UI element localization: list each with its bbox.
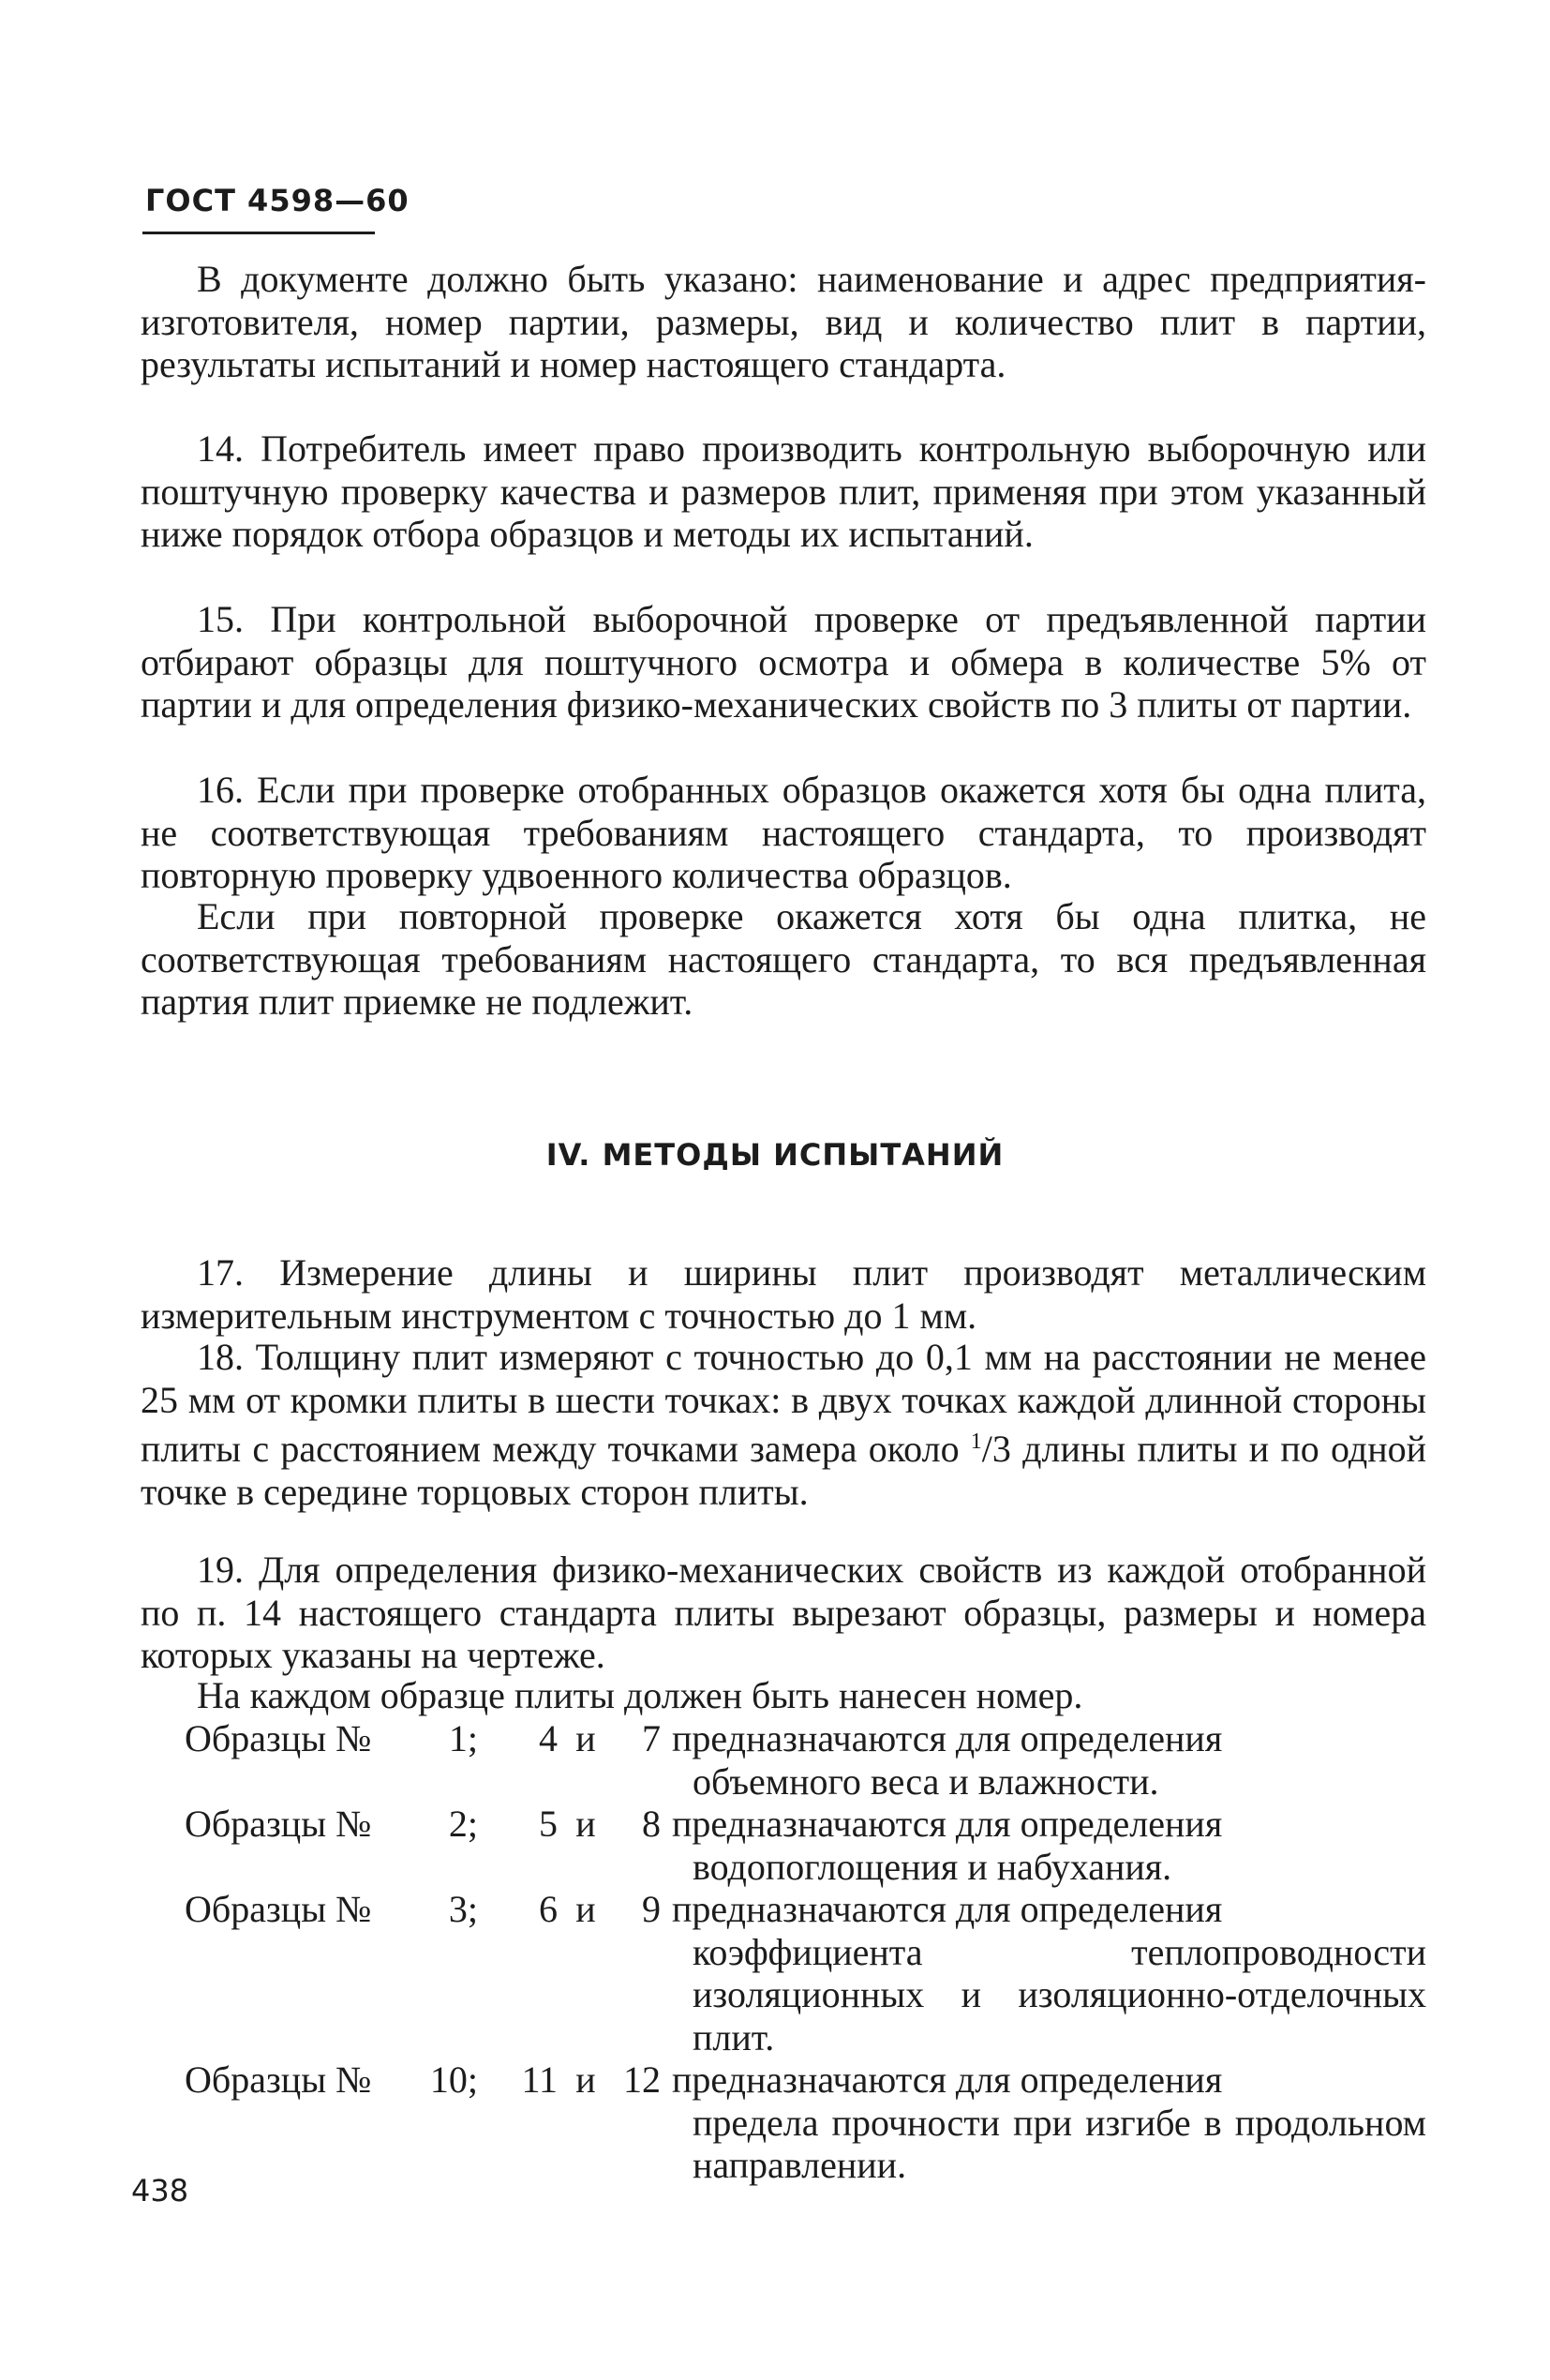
sample-number-3: 8 <box>642 1803 661 1845</box>
sample-purpose-detail: коэффициента теплопроводности изоляционных и изоляционно-отделочных плит. <box>693 1930 1426 2058</box>
sample-purpose <box>672 1717 1426 1803</box>
paragraph-document-contents: В документе должно быть указано: наименование и адрес предприятия-изготовителя, номер партии, размеры, вид и количество плит в партии, результаты испытаний и номер настоящего стандарта. <box>141 258 1426 385</box>
paragraph-16: 16. Если при проверке отобранных образцов окажется хотя бы одна плита, не соответствующая требованиям настоящего стандарта, то производят повторную проверку удвоенного количества образцов. <box>141 769 1426 896</box>
sample-number-1: 1; <box>448 1717 478 1759</box>
sample-purpose <box>672 1888 1426 2058</box>
paragraph-19: 19. Для определения физико-механических свойств из каждой отобранной по п. 14 настоящего стандарта плиты вырезают образцы, размеры и номера которых указаны на чертеже. <box>141 1549 1426 1676</box>
sample-label: Образцы № <box>185 2058 372 2101</box>
page-number: 438 <box>131 2173 189 2208</box>
fraction-numerator: 1 <box>970 1429 982 1454</box>
sample-label: Образцы № <box>185 1803 372 1845</box>
sample-number-2: 11 <box>521 2058 558 2101</box>
sample-purpose <box>672 2058 1426 2187</box>
sample-purpose-detail: предела прочности при изгибе в продольном направлении. <box>693 2101 1426 2186</box>
sample-number-3: 9 <box>642 1888 661 1930</box>
standard-code-header: ГОСТ 4598—60 <box>145 183 410 218</box>
sample-conjunction: и <box>575 2058 596 2101</box>
sample-label: Образцы № <box>185 1888 372 1930</box>
sample-row <box>141 1717 1426 1803</box>
sample-row <box>141 2058 1426 2187</box>
paragraph-18 <box>141 1336 1426 1513</box>
sample-purpose <box>672 1803 1426 1888</box>
sample-conjunction: и <box>575 1803 596 1845</box>
header-underline <box>142 232 375 234</box>
fraction-denominator: /3 <box>981 1428 1011 1470</box>
paragraph-15: 15. При контрольной выборочной проверке от предъявленной партии отбирают образцы для поштучного осмотра и обмера в количестве 5% от партии и для определения физико-механических свойств по 3 плиты от партии. <box>141 598 1426 726</box>
paragraph-17: 17. Измерение длины и ширины плит производят металлическим измерительным инструментом с точностью до 1 мм. <box>141 1251 1426 1337</box>
sample-assignments-list <box>141 1717 1426 2187</box>
paragraph-14: 14. Потребитель имеет право производить контрольную выборочную или поштучную проверку качества и размеров плит, применяя при этом указанный ниже порядок отбора образцов и методы их испытаний. <box>141 427 1426 555</box>
sample-label: Образцы № <box>185 1717 372 1759</box>
sample-number-1: 3; <box>448 1888 478 1930</box>
sample-purpose-detail: объемного веса и влажности. <box>693 1759 1159 1803</box>
paragraph-18-text-b: длины плиты и по одной точке в середине торцовых сторон плиты. <box>141 1428 1427 1513</box>
sample-conjunction: и <box>575 1717 596 1759</box>
sample-number-3: 7 <box>642 1717 661 1759</box>
sample-number-3: 12 <box>623 2058 661 2101</box>
sample-row <box>141 1888 1426 2058</box>
sample-conjunction: и <box>575 1888 596 1930</box>
paragraph-16-continued: Если при повторной проверке окажется хотя бы одна плитка, не соответствующая требованиям настоящего стандарта, то вся предъявленная партия плит приемке не подлежит. <box>141 895 1426 1023</box>
sample-number-2: 5 <box>539 1803 558 1845</box>
sample-purpose-lead: предназначаются для определения <box>672 1888 1223 1930</box>
sample-purpose-lead: предназначаются для определения <box>672 1717 1223 1759</box>
sample-number-1: 2; <box>448 1803 478 1845</box>
sample-purpose-lead: предназначаются для определения <box>672 1803 1223 1845</box>
sample-number-2: 6 <box>539 1888 558 1930</box>
sample-purpose-lead: предназначаются для определения <box>672 2058 1223 2101</box>
sample-number-1: 10; <box>429 2058 478 2101</box>
sample-purpose-detail: водопоглощения и набухания. <box>693 1845 1172 1888</box>
paragraph-19-continued: На каждом образце плиты должен быть нанесен номер. <box>197 1674 1083 1716</box>
paragraph-18-text-a: 18. Толщину плит измеряют с точностью до 0,1 мм на расстоянии не менее 25 мм от кромки плиты в шести точках: в двух точках каждой длинной стороны плиты с расстоянием между точками замера около <box>141 1336 1426 1470</box>
section-heading: IV. МЕТОДЫ ИСПЫТАНИЙ <box>545 1137 1005 1173</box>
sample-row <box>141 1803 1426 1888</box>
sample-number-2: 4 <box>539 1717 558 1759</box>
